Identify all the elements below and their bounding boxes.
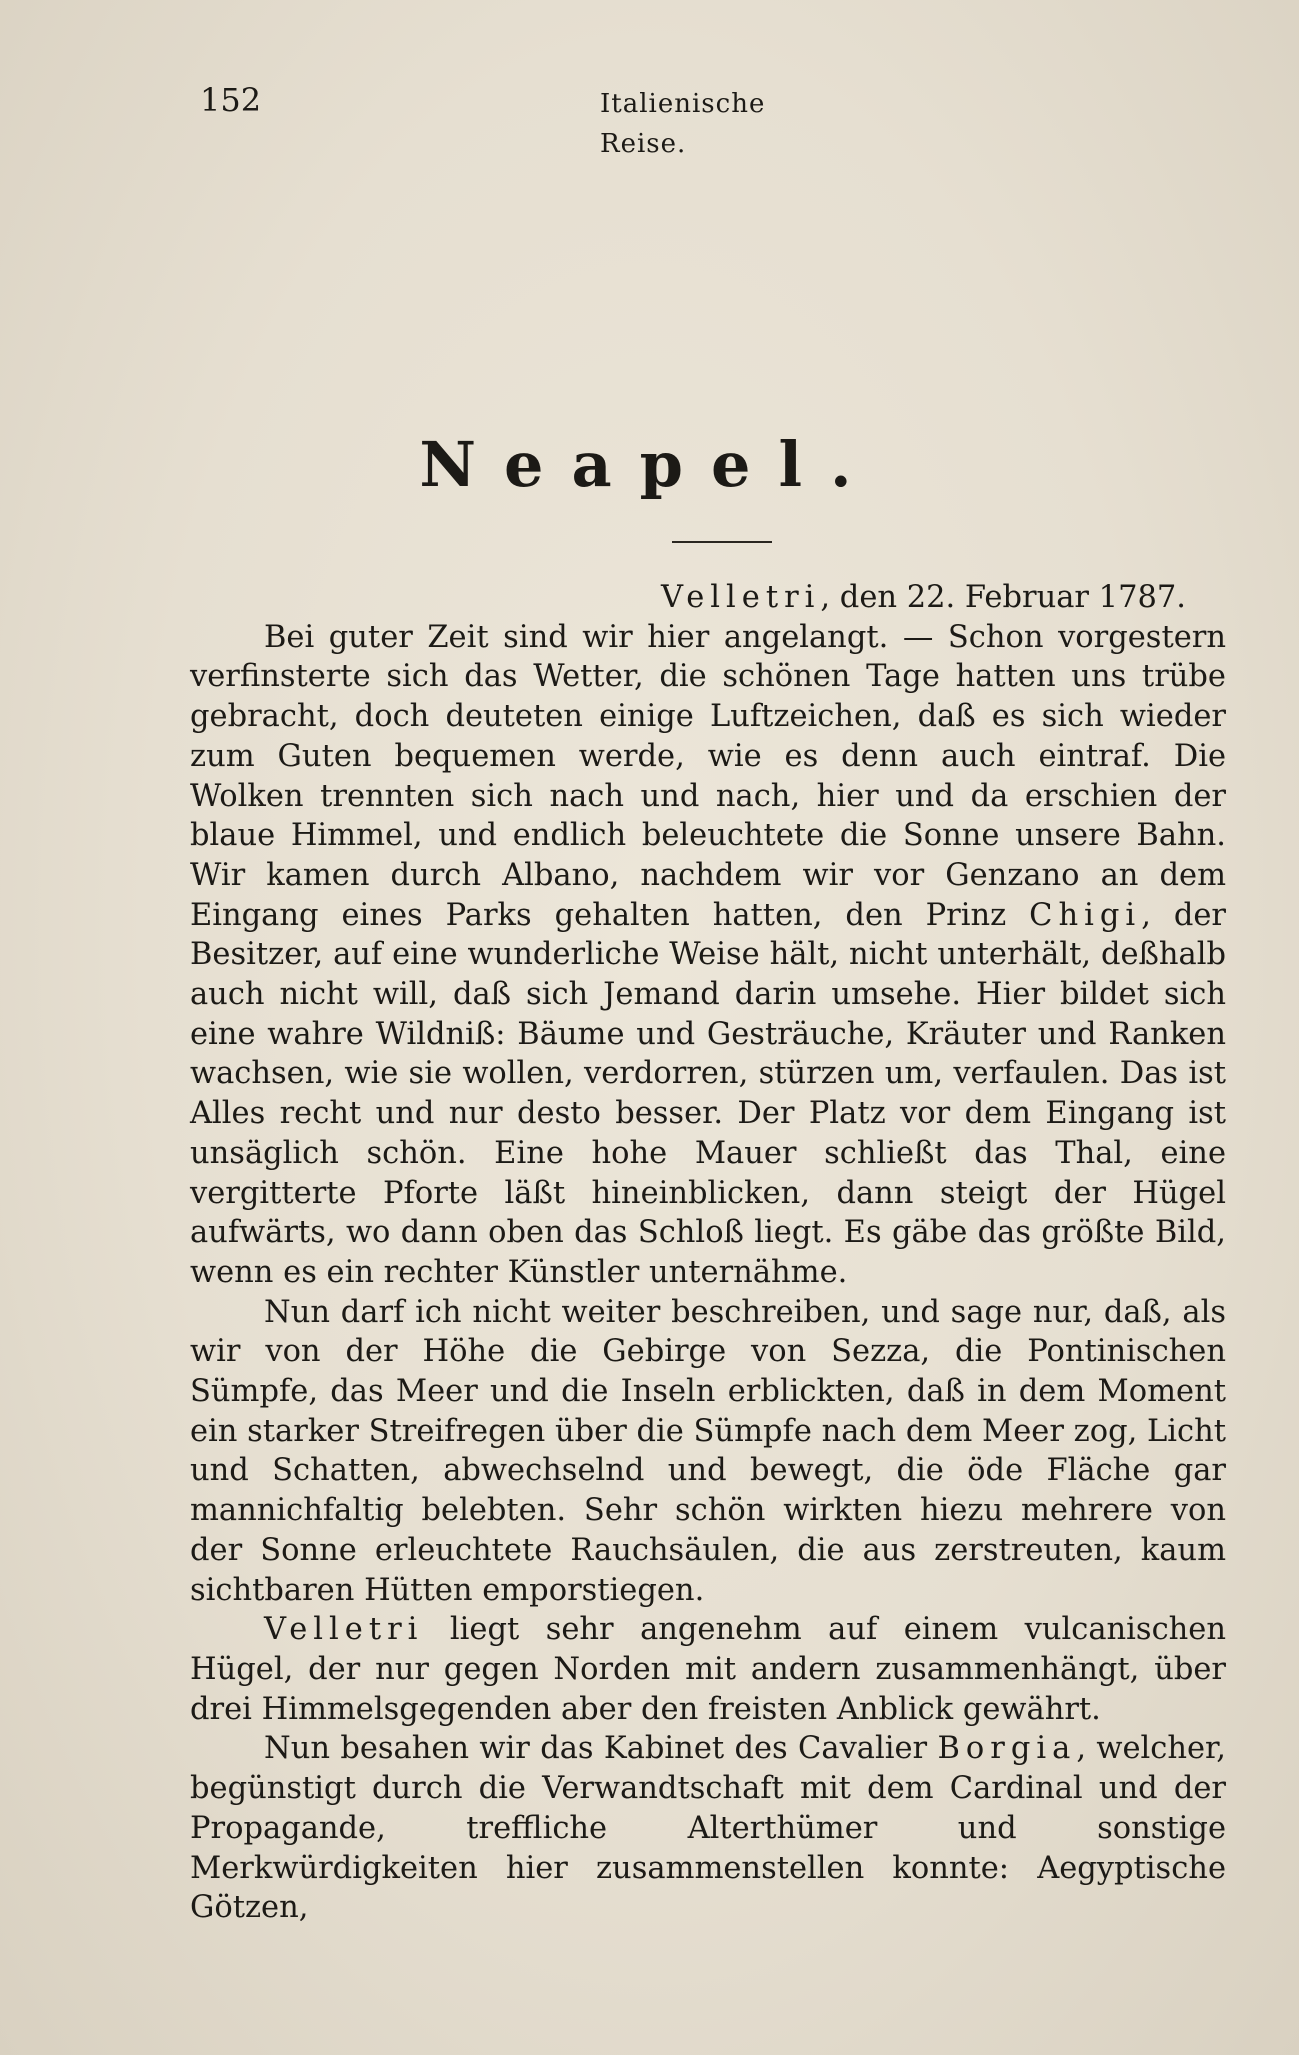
paragraph-2 [190, 1293, 1226, 1611]
emphasis-borgia: Borgia [937, 1731, 1077, 1767]
paragraph-1-text: Bei guter Zeit sind wir hier angelangt. — Schon vorgestern verfinsterte sich das Wetter, die schönen Tage hatten uns trübe gebracht, doch deuteten einige Luftzeichen, daß es sich wieder zum Guten bequemen werde, wie es denn auch eintraf. Die Wolken trennten sich nach und nach, hier und da erschien der blaue Himmel, und endlich beleuchtete die Sonne unsere Bahn. Wir kamen durch Albano, nachdem wir vor Genzano an dem Eingang eines Parks gehalten hatten, den Prinz [190, 619, 1226, 933]
page-number: 152 [200, 81, 262, 119]
title-divider [672, 541, 772, 543]
paragraph-4 [190, 1729, 1226, 1928]
dateline-date: , den 22. Februar 1787. [820, 580, 1186, 615]
paragraph-3-text: liegt sehr angenehm auf einem vulcanischen Hügel, der nur gegen Norden mit andern zusammenhängt, über drei Himmelsgegenden aber den freisten Anblick gewährt. [190, 1612, 1226, 1727]
body-text [190, 578, 1226, 1928]
paragraph-1-rest: , der Besitzer, auf eine wunderliche Weise hält, nicht unterhält, deßhalb auch nicht will, daß sich Jemand darin umsehe. Hier bildet sich eine wahre Wildniß: Bäume und Gesträuche, Kräuter und Ranken wachsen, wie sie wollen, verdorren, stürzen um, verfaulen. Das ist Alles recht und nur desto besser. Der Platz vor dem Eingang ist unsäglich schön. Eine hohe Mauer schließt das Thal, eine vergitterte Pforte läßt hineinblicken, dann steigt der Hügel aufwärts, wo dann oben das Schloß liegt. Es gäbe das größte Bild, wenn es ein rechter Künstler unternähme. [190, 897, 1227, 1290]
dateline-place: Velletri [660, 580, 821, 615]
emphasis-chigi: Chigi [1029, 897, 1142, 933]
paragraph-2-text: Nun darf ich nicht weiter beschreiben, und sage nur, daß, als wir von der Höhe die Gebirge von Sezza, die Pontinischen Sümpfe, das Meer und die Inseln erblickten, daß in dem Moment ein starker Streifregen über die Sümpfe nach dem Meer zog, Licht und Schatten, abwechselnd und bewegt, die öde Fläche gar mannichfaltig belebten. Sehr schön wirkten hiezu mehrere von der Sonne erleuchtete Rauchsäulen, die aus zerstreuten, kaum sichtbaren Hütten emporstiegen. [190, 1294, 1226, 1608]
paragraph-1 [190, 618, 1226, 1293]
chapter-title: Neapel. [419, 428, 880, 501]
running-head: Italienische Reise. [600, 89, 766, 159]
paragraph-4-rest: , welcher, begünstigt durch die Verwandtschaft mit dem Cardinal und der Propagande, treffliche Alterthümer und sonstige Merkwürdigkeiten hier zusammenstellen konnte: Aegyptische Götzen, [190, 1731, 1226, 1926]
emphasis-velletri: Velletri [264, 1612, 424, 1648]
dateline [190, 578, 1226, 618]
paragraph-3 [190, 1610, 1226, 1729]
paragraph-4-text: Nun besahen wir das Kabinet des Cavalier [264, 1731, 928, 1767]
